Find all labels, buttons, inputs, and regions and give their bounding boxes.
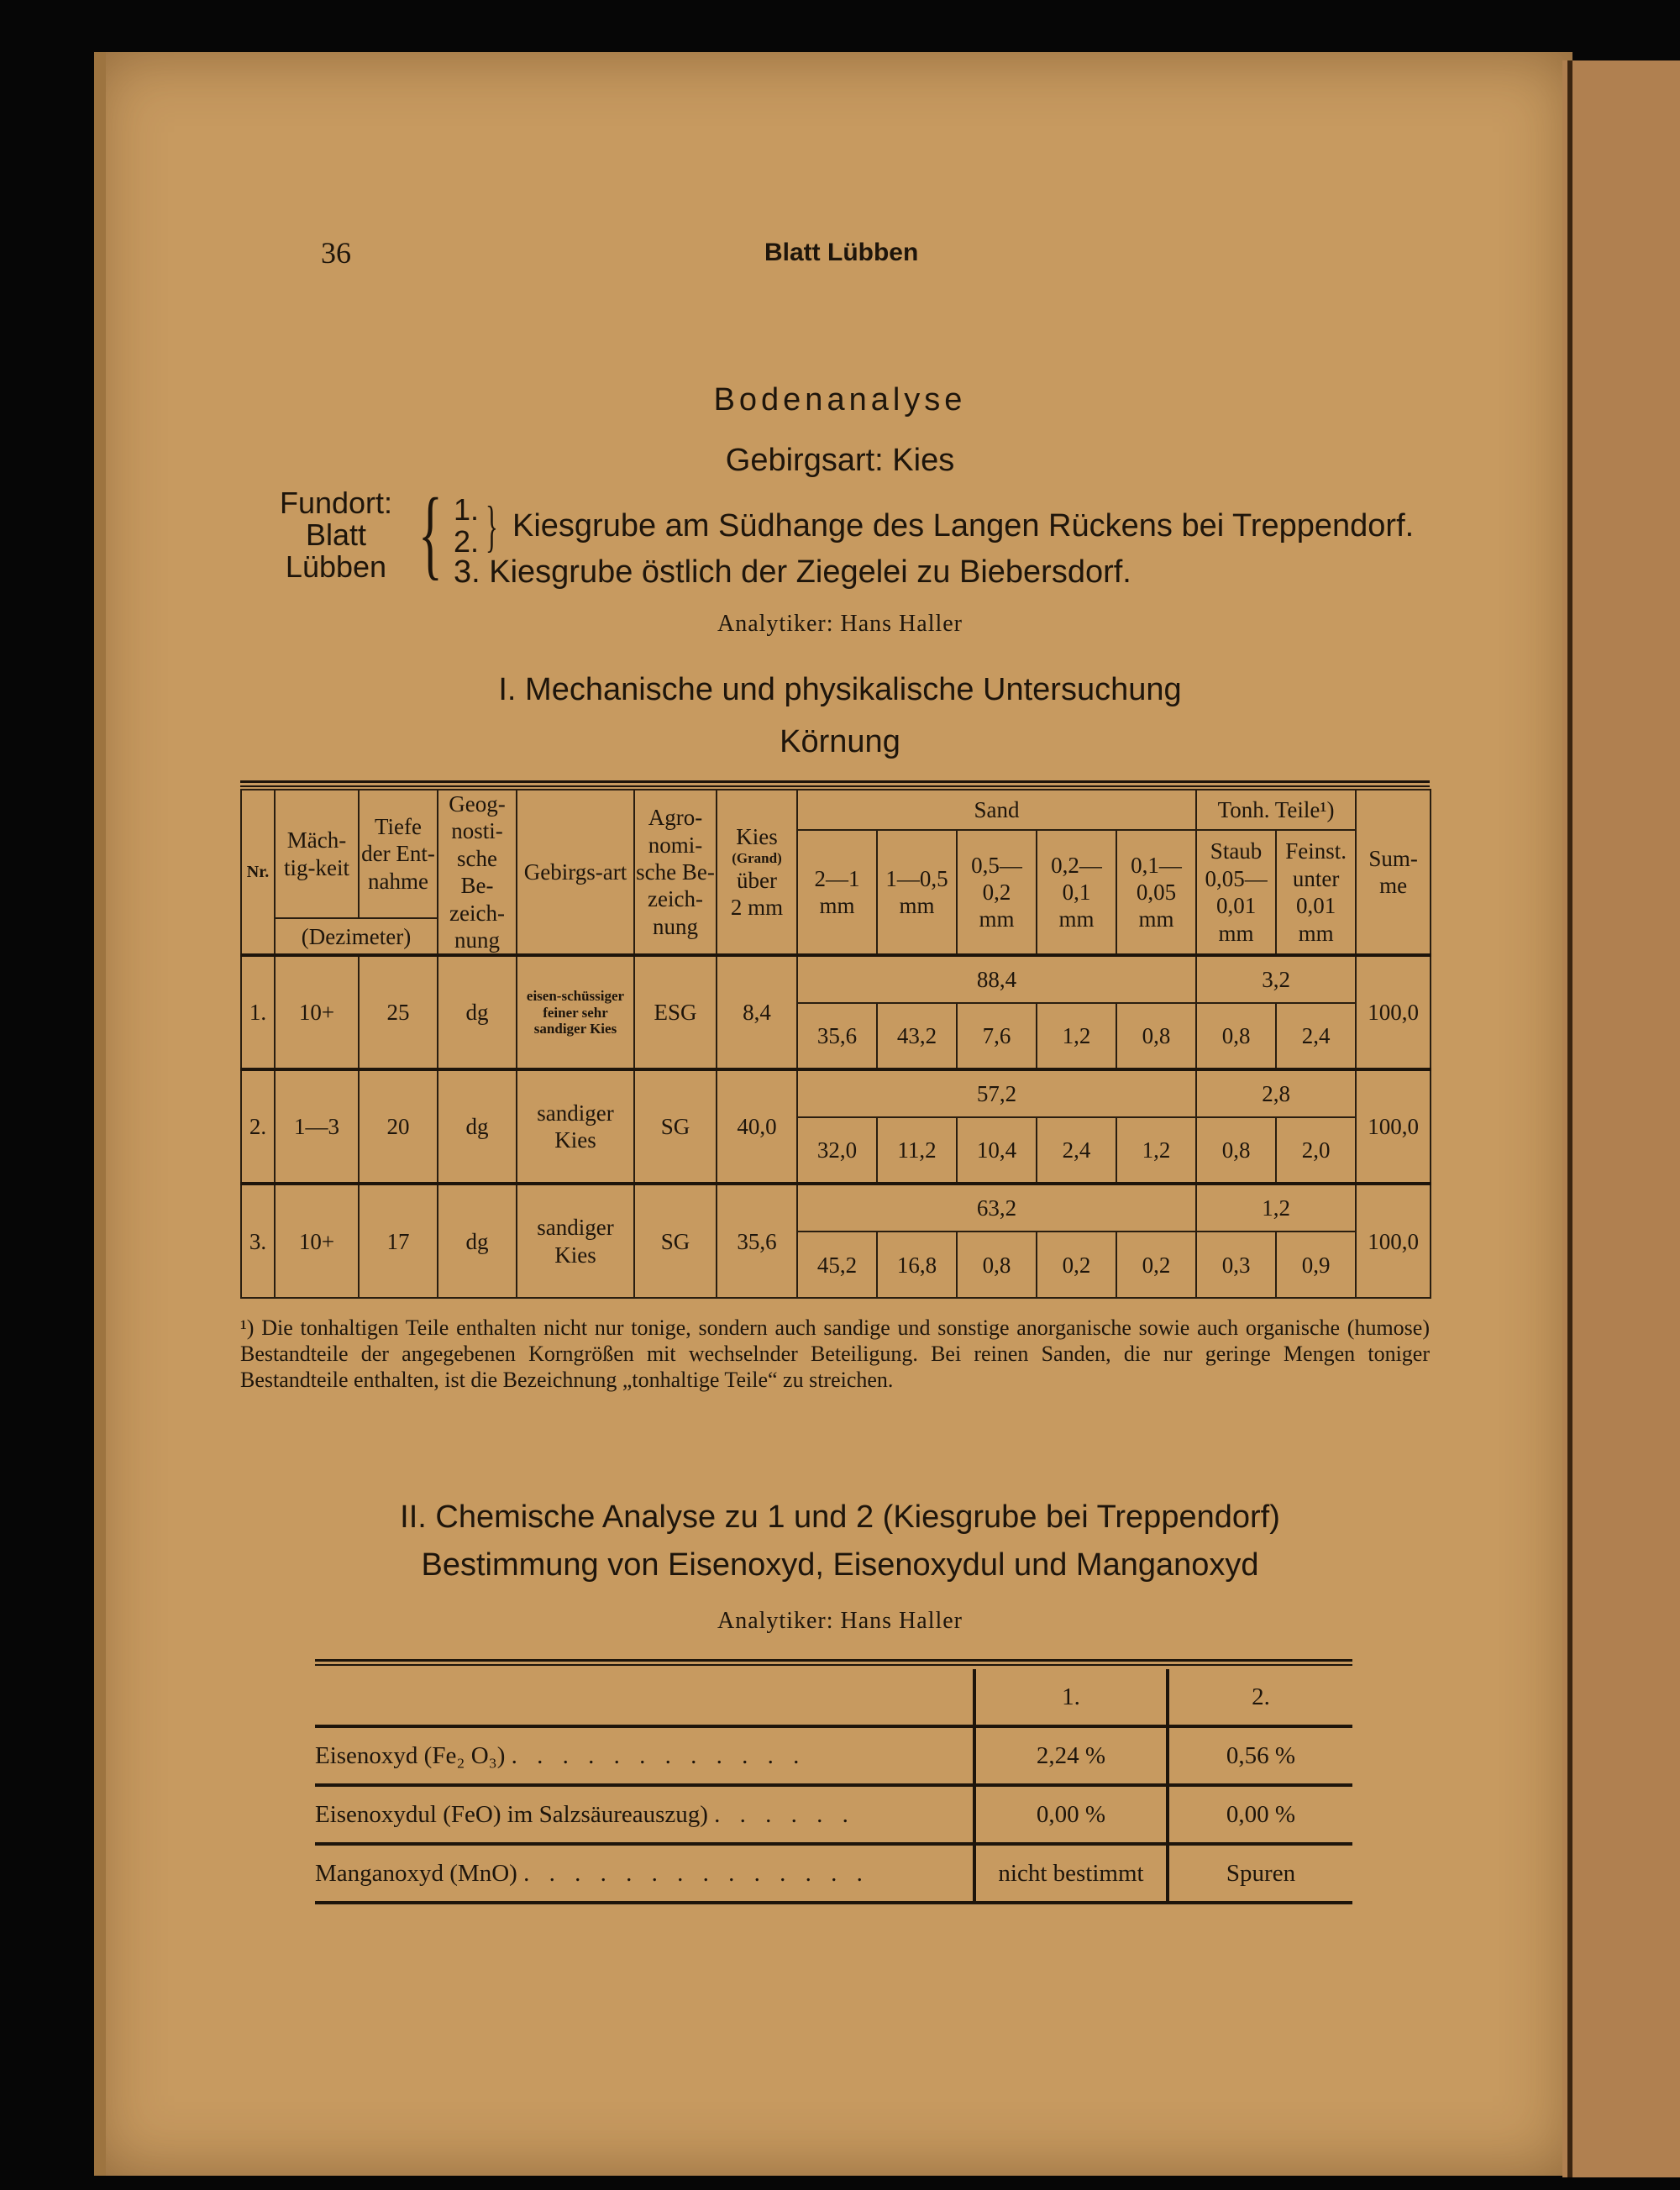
header-sand-1-05 <box>877 830 957 955</box>
row-agro: SG <box>634 1184 717 1298</box>
fraction-value: 0,3 <box>1196 1232 1276 1298</box>
row-kies: 35,6 <box>717 1184 797 1298</box>
table-2-top-rule <box>315 1659 1352 1662</box>
fraction-unit: mm <box>979 906 1015 932</box>
row-label <box>315 1844 974 1903</box>
section-2-subtitle: Bestimmung von Eisenoxyd, Eisenoxydul und Manganoxyd <box>421 1547 1259 1583</box>
table-top-rule <box>240 780 1430 783</box>
row-kies: 8,4 <box>717 955 797 1069</box>
header-summe: Sum-me <box>1356 790 1431 955</box>
fraction-value: 0,2 <box>1116 1232 1196 1298</box>
row-gebirgsart: sandiger Kies <box>517 1184 634 1298</box>
fraction-value: 0,8 <box>1116 1003 1196 1069</box>
fraction-unit: mm <box>899 893 935 919</box>
header-sample-2: 2. <box>1168 1669 1352 1726</box>
page-gutter <box>1567 60 1572 2177</box>
row-label-text: Manganoxyd (MnO) <box>315 1859 517 1887</box>
row-agro: SG <box>634 1069 717 1184</box>
location-numbers <box>454 494 479 558</box>
fraction-range: 0,5— 0,2 <box>971 852 1022 905</box>
value-sample-1: 0,00 % <box>974 1785 1168 1844</box>
leader-dots: . . . . . . . . . . . . . . <box>523 1859 869 1887</box>
fraction-value: 35,6 <box>797 1003 877 1069</box>
row-nr: 3. <box>241 1184 275 1298</box>
fraction-value: 0,8 <box>1196 1117 1276 1184</box>
value-sample-2: 0,00 % <box>1168 1785 1352 1844</box>
analyst-line: Analytiker: Hans Haller <box>717 611 963 637</box>
fundort-label <box>269 487 403 583</box>
header-tiefe: Tiefe der Ent-nahme <box>359 790 438 918</box>
table-2-top-rule <box>315 1664 1352 1666</box>
header-ueber: über <box>737 867 777 893</box>
header-nr: Nr. <box>241 790 275 955</box>
row-maechtigkeit: 10+ <box>275 1184 359 1298</box>
header-2mm: 2 mm <box>730 895 784 921</box>
header-agronomische: Agro-nomi-sche Be-zeich-nung <box>634 790 717 955</box>
header-sand-05-02 <box>957 830 1037 955</box>
fraction-range: Staub 0,05— 0,01 <box>1205 838 1268 919</box>
row-tonh-total: 1,2 <box>1196 1184 1356 1232</box>
fraction-unit: mm <box>819 893 855 919</box>
row-tonh-total: 3,2 <box>1196 955 1356 1003</box>
fraction-value: 1,2 <box>1037 1003 1116 1069</box>
section-2-title: II. Chemische Analyse zu 1 und 2 (Kiesgrube bei Treppendorf) <box>400 1499 1280 1535</box>
row-gebirgsart: sandiger Kies <box>517 1069 634 1184</box>
value-sample-2: 0,56 % <box>1168 1726 1352 1785</box>
running-head: Blatt Lübben <box>764 239 919 266</box>
location-number-2: 2. <box>454 524 480 559</box>
right-brace: } <box>486 494 498 558</box>
row-nr: 1. <box>241 955 275 1069</box>
row-summe: 100,0 <box>1356 955 1431 1069</box>
fundort-label-line: Lübben <box>285 549 387 584</box>
fundort-label-line: Fundort: <box>279 486 393 520</box>
fraction-value: 10,4 <box>957 1117 1037 1184</box>
header-sand-2-1 <box>797 830 877 955</box>
header-gebirgsart: Gebirgs-art <box>517 790 634 955</box>
fraction-unit: mm <box>1218 920 1254 946</box>
row-maechtigkeit: 10+ <box>275 955 359 1069</box>
fraction-value: 0,2 <box>1037 1232 1116 1298</box>
fraction-value: 32,0 <box>797 1117 877 1184</box>
header-sand-02-01 <box>1037 830 1116 955</box>
location-number-1: 1. <box>454 492 480 527</box>
header-geognostische: Geog-nosti-sche Be-zeich-nung <box>438 790 517 955</box>
page-left-edge <box>94 52 106 2176</box>
table-top-rule <box>240 785 1430 787</box>
fraction-unit: mm <box>1138 906 1174 932</box>
footnote: ¹) Die tonhaltigen Teile enthalten nicht nur tonige, sondern auch sandige und sonstige anorganische sowie auch organische (humose) Bestandteile der angegebenen Korngrößen mit wechselnder Beteiligung. Bei reinen Sanden, die nur geringe Mengen toniger Bestandteile enthalten, ist die Bezeichnung „tonhaltige Teile“ zu streichen. <box>240 1316 1430 1392</box>
header-kies-label: Kies <box>736 823 778 849</box>
header-sample-1: 1. <box>974 1669 1168 1726</box>
leader-dots: . . . . . . . . . . . . <box>511 1741 806 1769</box>
header-sand-01-005 <box>1116 830 1196 955</box>
header-maechtigkeit: Mäch-tig-keit <box>275 790 359 918</box>
header-tonhaltige-teile: Tonh. Teile¹) <box>1196 790 1356 830</box>
fraction-value: 11,2 <box>877 1117 957 1184</box>
fraction-range: 1—0,5 <box>885 865 948 891</box>
header-staub <box>1196 830 1276 955</box>
row-geog: dg <box>438 1069 517 1184</box>
fraction-value: 43,2 <box>877 1003 957 1069</box>
row-geog: dg <box>438 1184 517 1298</box>
row-label-text: Eisenoxydul (FeO) im Salzsäureauszug) <box>315 1800 708 1828</box>
row-geog: dg <box>438 955 517 1069</box>
row-label <box>315 1726 974 1785</box>
location-1-2: Kiesgrube am Südhange des Langen Rückens bei Treppendorf. <box>512 508 1415 544</box>
row-maechtigkeit: 1—3 <box>275 1069 359 1184</box>
fraction-value: 45,2 <box>797 1232 877 1298</box>
fraction-unit: mm <box>1058 906 1095 932</box>
header-kies <box>717 790 797 955</box>
header-feinstes <box>1276 830 1356 955</box>
page-title: Bodenanalyse <box>713 382 967 418</box>
header-dezimeter: (Dezimeter) <box>275 918 438 955</box>
row-nr: 2. <box>241 1069 275 1184</box>
section-1-subtitle: Körnung <box>780 724 900 759</box>
fraction-range: 0,1— 0,05 <box>1131 852 1182 905</box>
fraction-value: 0,8 <box>957 1232 1037 1298</box>
row-tiefe: 25 <box>359 955 438 1069</box>
grain-size-table <box>240 789 1431 1299</box>
row-sand-total: 63,2 <box>797 1184 1196 1232</box>
fraction-value: 2,0 <box>1276 1117 1356 1184</box>
header-grand: (Grand) <box>732 850 782 867</box>
fraction-value: 1,2 <box>1116 1117 1196 1184</box>
fraction-value: 2,4 <box>1037 1117 1116 1184</box>
fraction-range: 2—1 <box>814 865 860 891</box>
fraction-value: 0,8 <box>1196 1003 1276 1069</box>
row-tiefe: 17 <box>359 1184 438 1298</box>
empty-header-cell <box>315 1669 974 1726</box>
left-brace: { <box>418 477 443 589</box>
row-sand-total: 57,2 <box>797 1069 1196 1117</box>
fraction-value: 0,9 <box>1276 1232 1356 1298</box>
fraction-value: 16,8 <box>877 1232 957 1298</box>
facing-page-edge <box>1562 60 1680 2177</box>
row-summe: 100,0 <box>1356 1069 1431 1184</box>
row-label <box>315 1785 974 1844</box>
row-tiefe: 20 <box>359 1069 438 1184</box>
page-subtitle: Gebirgsart: Kies <box>725 443 955 478</box>
fraction-range: 0,2— 0,1 <box>1051 852 1102 905</box>
chemical-analysis-table <box>315 1669 1352 1904</box>
value-sample-2: Spuren <box>1168 1844 1352 1903</box>
leader-dots: . . . . . . <box>714 1800 855 1828</box>
row-sand-total: 88,4 <box>797 955 1196 1003</box>
fraction-unit: mm <box>1298 920 1334 946</box>
row-gebirgsart: eisen-schüssiger feiner sehr sandiger Kies <box>517 955 634 1069</box>
header-sand: Sand <box>797 790 1196 830</box>
row-kies: 40,0 <box>717 1069 797 1184</box>
location-3: 3. Kiesgrube östlich der Ziegelei zu Biebersdorf. <box>454 554 1131 590</box>
value-sample-1: 2,24 % <box>974 1726 1168 1785</box>
row-label-text: Eisenoxyd (Fe₂ O₃) <box>315 1741 506 1769</box>
fraction-value: 2,4 <box>1276 1003 1356 1069</box>
fundort-label-line: Blatt <box>305 517 367 552</box>
fraction-value: 7,6 <box>957 1003 1037 1069</box>
row-tonh-total: 2,8 <box>1196 1069 1356 1117</box>
section-1-title: I. Mechanische und physikalische Untersuchung <box>498 672 1182 707</box>
page-number: 36 <box>321 236 351 270</box>
fraction-range: Feinst. unter 0,01 <box>1285 838 1347 919</box>
row-summe: 100,0 <box>1356 1184 1431 1298</box>
analyst-line-2: Analytiker: Hans Haller <box>717 1608 963 1634</box>
row-agro: ESG <box>634 955 717 1069</box>
value-sample-1: nicht bestimmt <box>974 1844 1168 1903</box>
